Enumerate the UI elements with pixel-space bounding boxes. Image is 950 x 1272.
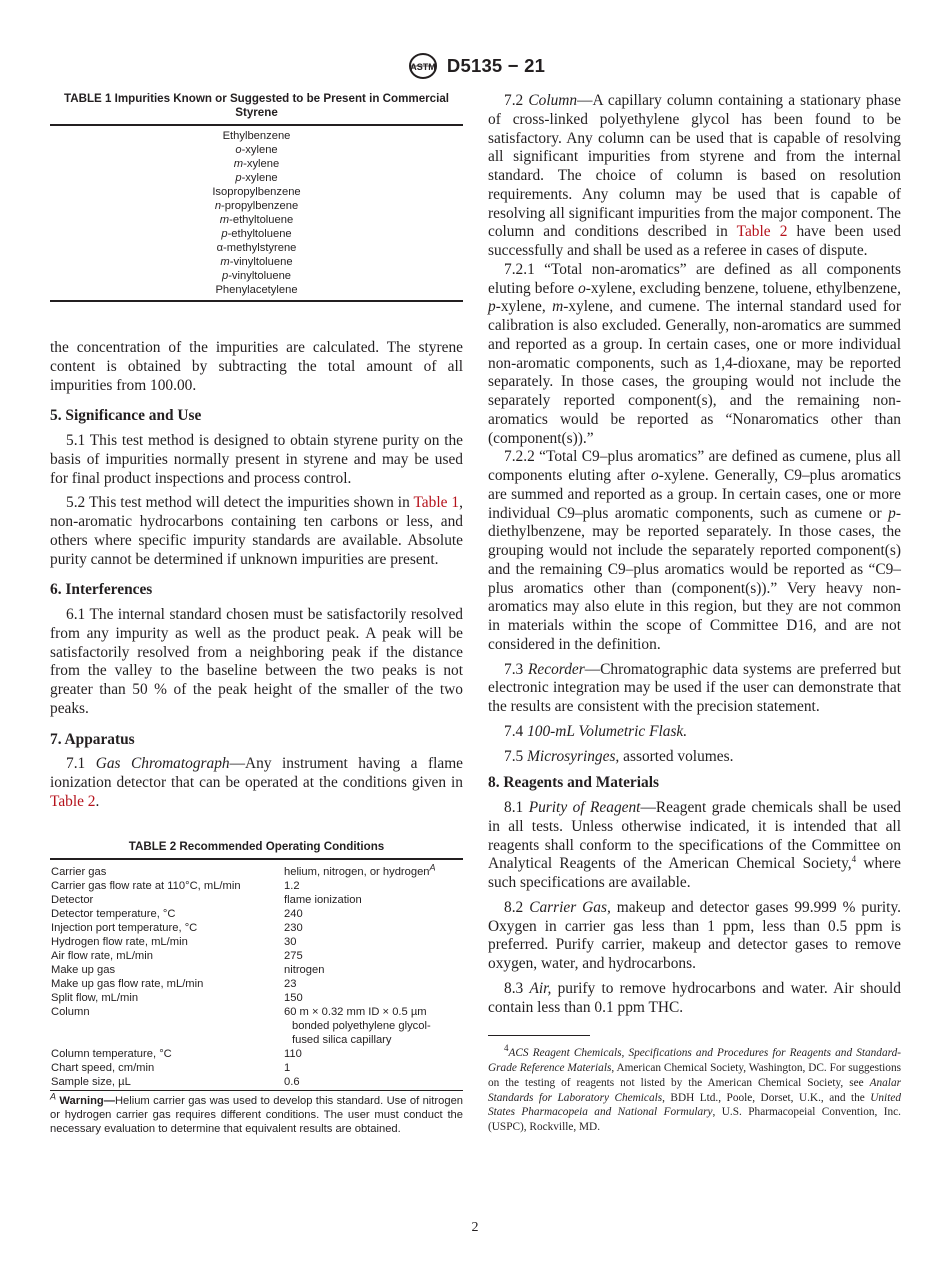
- table-2-body: [50, 861, 463, 1089]
- paragraph-7-1: 7.1 Gas Chromatograph—Any instrument having a flame ionization detector that can be operated at the conditions given in Table 2.: [50, 755, 463, 810]
- section-6-heading: 6. Interferences: [50, 581, 153, 599]
- table-1: [50, 92, 463, 302]
- table-1-item: m-xylene: [233, 158, 280, 170]
- paragraph-6-1: 6.1 The internal standard chosen must be satisfactorily resolved from any impurity as well as the product peak. A peak will be satisfactorily resolved from a neighboring peak if the distance from the valley to the baseline between the two peaks is not greater than 50 % of the peak height of the smaller of the two peaks.: [50, 606, 463, 717]
- page-number: 2: [471, 1220, 479, 1235]
- page-header: [0, 52, 950, 80]
- paragraph-7-3: 7.3 Recorder—Chromatographic data systems are preferred but electronic integration may be used if the user can demonstrate that the results are consistent with the precision statement.: [488, 660, 901, 715]
- paragraph-8-2: 8.2 Carrier Gas, makeup and detector gases 99.999 % purity. Oxygen in carrier gas less than 1 ppm, less than 0.5 ppm is preferred. Purify carrier, makeup and detector gases to remove oxygen, water, and hydrocarbons.: [488, 898, 901, 972]
- left-column: [50, 92, 463, 1136]
- paragraph-7-2-1: 7.2.1 “Total non-aromatics” are defined as all components eluting before o-xylene, excluding benzene, toluene, ethylbenzene, p-xylene, m-xylene, and cumene. The internal standard used for calibration is also excluded. Generally, non-aromatics are summed and reported as a group. In certain cases, one or more individual non-aromatic components, such as 1,4-dioxane, may be reported separately. In those cases, the grouping would not include the separately reported component(s), and the remaining non-aromatics would be reported as “Nonaromatics other than (component(s)).”: [488, 260, 901, 447]
- table-1-list: [50, 126, 463, 300]
- table-1-item: Phenylacetylene: [215, 284, 298, 296]
- table-2-row: Carrier gas flow rate at 110°C, mL/min 1.2: [51, 879, 300, 892]
- table-2-link[interactable]: Table 2: [50, 792, 96, 810]
- table-2-footnote: $^A$ Warning—Helium carrier gas was used to develop this standard. Use of nitrogen or hydrogen carrier gas requires different conditions. The user must conduct the necessary evaluation to determine that equivalent results are obtained.: [50, 1090, 464, 1135]
- table-1-item: m-vinyltoluene: [220, 256, 293, 268]
- right-column: [488, 92, 901, 1135]
- paragraph-7-2-2: 7.2.2 “Total C9–plus aromatics” are defined as cumene, plus all components eluting after o-xylene. Generally, C9–plus aromatics are summed and reported as a group. In certain cases, one or more individual C9–plus aromatic components, such as cumene or p-diethylbenzene, may be reported separately. In those cases, the grouping would not include the separately reported component(s) and the remaining C9–plus aromatics would be reported as “C9–plus aromatics other than (component(s)).” Very heavy non-aromatics may also elute in this region, but they are not common in materials within the scope of Committee D16, and are not considered in the definition.: [488, 448, 902, 653]
- footnote-4: $^4$ACS Reagent Chemicals, Specifications and Procedures for Reagents and Standard-Grade Reference Materials, American Chemical Society, Washington, DC. For suggestions on the testing of reagents not listed by the American Chemical Society, see Analar Standards for Laboratory Chemicals, BDH Ltd., Poole, Dorset, U.K., and the United States Pharmacopeia and National Formulary, U.S. Pharmacopeial Convention, Inc. (USPC), Rockville, MD.: [488, 1043, 901, 1134]
- table-2-row: Detector temperature, °C 240: [51, 907, 303, 920]
- table-2-row: Split flow, mL/min 150: [51, 991, 303, 1004]
- astm-logo-icon: [405, 52, 441, 80]
- document-id: D5135 − 21: [446, 55, 546, 76]
- section-5-heading: 5. Significance and Use: [50, 407, 202, 425]
- paragraph-5-2: 5.2 This test method will detect the impurities shown in Table 1, non-aromatic hydrocarbons containing ten carbons or less, and others where specific impurity standards are available. Absolute purity cannot be determined if unknown impurities are present.: [50, 494, 463, 568]
- paragraph-8-3: 8.3 Air, purify to remove hydrocarbons and water. Air should contain less than 0.1 ppm THC.: [488, 979, 901, 1016]
- table-2-row: Carrier gas helium, nitrogen, or hydrogen$^A$: [51, 861, 436, 878]
- table-1-item: p-ethyltoluene: [221, 228, 292, 240]
- svg-text:ASTM: ASTM: [410, 62, 436, 72]
- table-2-row: Hydrogen flow rate, mL/min 30: [51, 935, 297, 948]
- table-1-item: Ethylbenzene: [222, 130, 291, 142]
- table-2-row: Detector flame ionization: [51, 893, 362, 906]
- table-2-row: Injection port temperature, °C 230: [51, 921, 303, 934]
- table-2-row: Column 60 m × 0.32 mm ID × 0.5 µm bonded polyethylene glycol- fused silica capillary: [51, 1005, 431, 1046]
- table-1-link[interactable]: Table 1: [413, 494, 460, 512]
- table-2-row: Chart speed, cm/min 1: [51, 1061, 291, 1074]
- paragraph-8-1: 8.1 Purity of Reagent—Reagent grade chemicals shall be used in all tests. Unless otherwise indicated, it is intended that all reagents shall conform to the specifications of the Committee on Analytical Reagents of the American Chemical Society,$^4$ where such specifications are available.: [488, 799, 902, 891]
- table-1-item: o-xylene: [235, 144, 278, 156]
- table-1-item: α-methylstyrene: [216, 242, 297, 254]
- table-2-row: Sample size, µL 0.6: [51, 1075, 300, 1088]
- table-1-item: p-vinyltoluene: [221, 270, 292, 282]
- paragraph-7-5: 7.5 Microsyringes, assorted volumes.: [504, 747, 734, 765]
- paragraph-7-4: 7.4 100-mL Volumetric Flask.: [504, 722, 688, 740]
- footnote-divider: [488, 1035, 590, 1036]
- section-7-heading: 7. Apparatus: [50, 730, 135, 748]
- table-2-link[interactable]: Table 2: [736, 223, 788, 241]
- table-2-row: Make up gas flow rate, mL/min 23: [51, 977, 297, 990]
- intro-paragraph: the concentration of the impurities are calculated. The styrene content is obtained by subtracting the total amount of all impurities from 100.00.: [50, 339, 463, 394]
- section-8-heading: 8. Reagents and Materials: [488, 774, 659, 792]
- table-2-row: Air flow rate, mL/min 275: [51, 949, 303, 962]
- paragraph-5-1: 5.1 This test method is designed to obtain styrene purity on the basis of impurities normally present in styrene and may be used for final product inspections and process control.: [50, 432, 463, 487]
- table-1-item: Isopropylbenzene: [212, 186, 301, 198]
- table-1-title: TABLE 1 Impurities Known or Suggested to be Present in Commercial Styrene: [63, 92, 450, 119]
- paragraph-7-2: 7.2 Column—A capillary column containing a stationary phase of cross-linked polyethylene glycol has been found to be satisfactory. Any column can be used that is capable of resolving all significant impurities from styrene and from the internal standard. The choice of column is based on resolution requirements. Any column may be used that is capable of resolving all significant impurities from the major component. The column and conditions described in Table 2 have been used successfully and shall be used as a referee in cases of dispute.: [488, 92, 901, 259]
- table-2-title: TABLE 2 Recommended Operating Conditions: [128, 839, 385, 853]
- table-2-row: Column temperature, °C 110: [51, 1047, 302, 1060]
- table-1-item: m-ethyltoluene: [219, 214, 294, 226]
- table-1-item: n-propylbenzene: [214, 200, 299, 212]
- table-2: [50, 840, 463, 1136]
- footnote-4-ref[interactable]: 4: [851, 854, 857, 865]
- table-1-item: p-xylene: [235, 172, 278, 184]
- table-2-row: Make up gas nitrogen: [51, 963, 325, 976]
